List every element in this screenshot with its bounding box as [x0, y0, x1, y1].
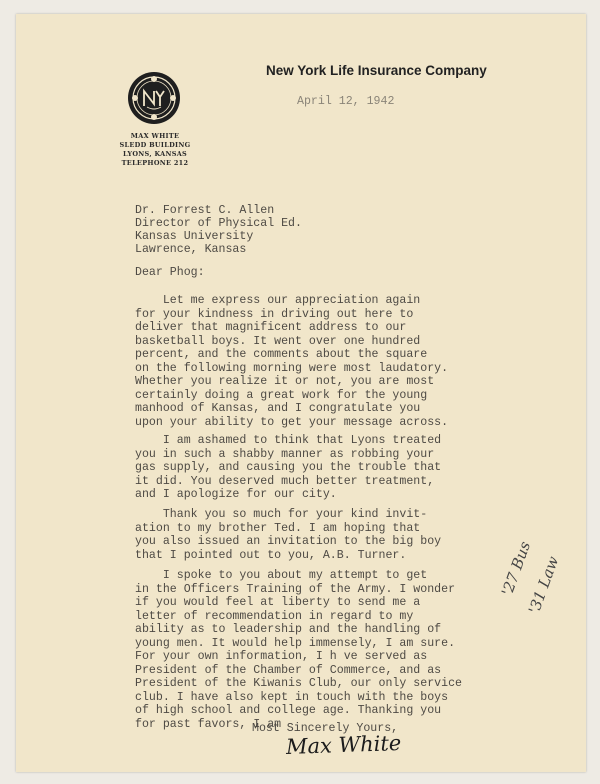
paragraph-appreciation: Let me express our appreciation again for your kindness in driving out here to deliver that magnificent address to our basketball boys. It went over one hundred percent, and the comments about the square on the following morning were most laudatory. Whether you realize it or not, you are most certainly doing a great work for the young manhood of Kansas, and I congratulate you upon your ability to get your message across.	[135, 294, 449, 429]
agent-address-block	[102, 132, 208, 168]
address-line: Director of Physical Ed.	[135, 217, 302, 230]
agent-city: LYONS, KANSAS	[122, 150, 188, 158]
paragraph-recommendation-request: I spoke to you about my attempt to get in the Officers Training of the Army. I wonder if you would feel at liberty to send me a letter of recommendation in regard to my ability as to leadership and the handling of young men. It would help immensely, I am sure. For your own information, I h ve served as President of the Chamber of Commerce, and as President of the Kiwanis Club, our only service club. I have also kept in touch with the boys of high school and college age. Thanking you for past favors, I am	[135, 569, 462, 731]
recipient-address	[135, 204, 302, 256]
paragraph-apology: I am ashamed to think that Lyons treated you in such a shabby manner as robbing your gas supply, and causing you the trouble that it did. You deserved much better treatment, and I apologize for our city.	[135, 434, 442, 501]
handwritten-note: '31 Law	[525, 553, 563, 617]
salutation: Dear Phog:	[135, 266, 205, 279]
address-line: Dr. Forrest C. Allen	[135, 204, 275, 217]
agent-telephone: TELEPHONE 212	[121, 159, 189, 167]
handwritten-note: '27 Bus	[498, 539, 535, 599]
letter-date: April 12, 1942	[297, 95, 395, 108]
address-line: Lawrence, Kansas	[135, 243, 247, 256]
paragraph-invitation: Thank you so much for your kind invit- ation to my brother Ted. I am hoping that you also issued an invitation to the big boy that I pointed out to you, A.B. Turner.	[135, 508, 442, 562]
agent-name: MAX WHITE	[130, 132, 180, 140]
address-line: Kansas University	[135, 230, 254, 243]
company-name: New York Life Insurance Company	[266, 63, 487, 78]
agent-building: SLEDD BUILDING	[119, 141, 191, 149]
nylic-monogram-logo	[127, 71, 181, 125]
closing: Most Sincerely Yours,	[252, 722, 399, 735]
handwritten-signature: Max White	[285, 730, 402, 760]
